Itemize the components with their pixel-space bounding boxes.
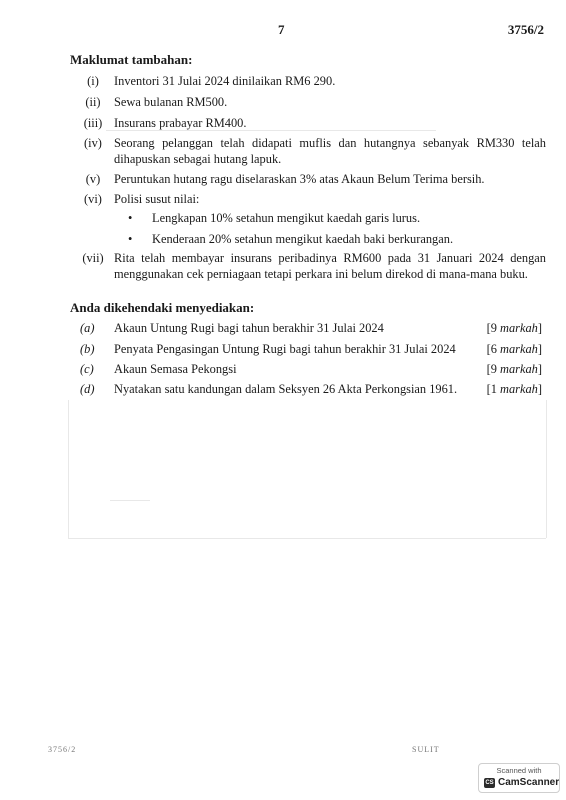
info-item-text: Insurans prabayar RM400. xyxy=(114,116,247,130)
paper-code: 3756/2 xyxy=(507,22,544,37)
task-letter: (b) xyxy=(80,342,95,356)
bleed-through-line xyxy=(68,538,546,539)
scanner-caption: Scanned with xyxy=(496,766,542,775)
info-item-number: (i) xyxy=(87,74,99,88)
task-marks: [1 markah] xyxy=(486,382,542,396)
info-item-text: Sewa bulanan RM500. xyxy=(114,95,228,109)
task-letter: (c) xyxy=(80,362,94,376)
task-text: Penyata Pengasingan Untung Rugi bagi tahun berakhir 31 Julai 2024 xyxy=(114,342,456,356)
additional-info-heading: Maklumat tambahan: xyxy=(70,52,193,67)
info-item-number: (vi) xyxy=(84,192,102,206)
info-item-text: Rita telah membayar insurans peribadinya RM600 pada 31 Januari 2024 dengan menggunakan cek perniagaan tetapi perkara ini belum direkod di mana-mana buku. xyxy=(114,251,546,281)
task-marks: [6 markah] xyxy=(486,342,542,356)
bleed-through-line xyxy=(546,400,547,538)
bullet-dot-icon: • xyxy=(128,232,133,246)
task-letter: (d) xyxy=(80,382,95,396)
page-number: 7 xyxy=(278,22,285,37)
depreciation-policy-text: Lengkapan 10% setahun mengikut kaedah garis lurus. xyxy=(152,211,421,225)
bleed-through-line xyxy=(110,500,150,501)
depreciation-policy-text: Kenderaan 20% setahun mengikut kaedah baki berkurangan. xyxy=(152,232,454,246)
bullet-dot-icon: • xyxy=(128,211,133,225)
info-item-number: (ii) xyxy=(85,95,101,109)
info-item-text: Polisi susut nilai: xyxy=(114,192,200,206)
camscanner-logo-icon: CS xyxy=(485,780,494,786)
info-item-text: Inventori 31 Julai 2024 dinilaikan RM6 290. xyxy=(114,74,336,88)
footer-confidential: SULIT xyxy=(412,745,440,754)
info-item-number: (iii) xyxy=(83,116,103,130)
info-item-number: (iv) xyxy=(84,136,102,150)
task-text: Akaun Semasa Pekongsi xyxy=(114,362,237,376)
footer-paper-code: 3756/2 xyxy=(48,745,77,754)
scanner-watermark xyxy=(478,763,560,793)
task-text: Akaun Untung Rugi bagi tahun berakhir 31 Julai 2024 xyxy=(114,321,384,335)
task-marks: [9 markah] xyxy=(486,362,542,376)
task-letter: (a) xyxy=(80,321,95,335)
info-item-number: (v) xyxy=(85,172,101,186)
info-item-text: Seorang pelanggan telah didapati muflis dan hutangnya sebanyak RM330 telah dihapuskan sebagai hutang lapuk. xyxy=(114,136,546,166)
info-item-number: (vii) xyxy=(82,251,104,265)
task-heading: Anda dikehendaki menyediakan: xyxy=(70,300,255,315)
scanner-brand: CamScanner xyxy=(498,777,560,788)
task-marks: [9 markah] xyxy=(486,321,542,335)
bleed-through-line xyxy=(68,400,69,538)
task-text: Nyatakan satu kandungan dalam Seksyen 26 Akta Perkongsian 1961. xyxy=(114,382,458,396)
info-item-text: Peruntukan hutang ragu diselaraskan 3% atas Akaun Belum Terima bersih. xyxy=(114,172,485,186)
